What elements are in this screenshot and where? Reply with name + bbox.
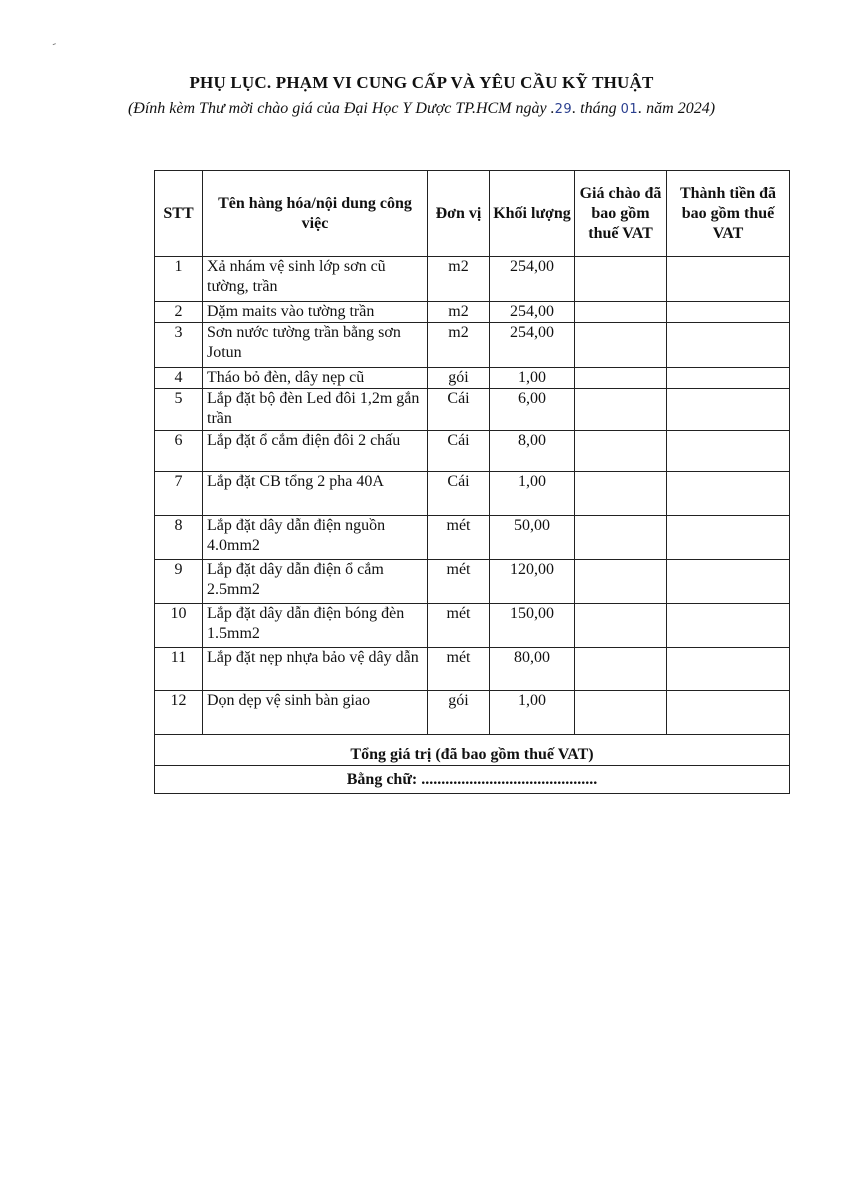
row-stt: 4	[155, 368, 203, 389]
row-unit-price	[575, 431, 667, 472]
row-unit: mét	[428, 604, 490, 648]
row-unit: Cái	[428, 389, 490, 431]
row-amount	[667, 323, 790, 368]
row-stt: 3	[155, 323, 203, 368]
row-unit-price	[575, 516, 667, 560]
row-unit: Cái	[428, 472, 490, 516]
row-stt: 6	[155, 431, 203, 472]
corner-pen-mark: -	[49, 35, 59, 51]
row-item-name: Lắp đặt nẹp nhựa bảo vệ dây dẫn	[203, 648, 428, 691]
row-unit-price	[575, 389, 667, 431]
row-quantity: 254,00	[490, 257, 575, 302]
row-quantity: 1,00	[490, 691, 575, 735]
row-unit: m2	[428, 257, 490, 302]
document-title: PHỤ LỤC. PHẠM VI CUNG CẤP VÀ YÊU CẦU KỸ THUẬT	[189, 73, 654, 92]
row-amount	[667, 472, 790, 516]
row-amount	[667, 691, 790, 735]
row-unit-price	[575, 257, 667, 302]
table-row	[155, 604, 790, 648]
table-row	[155, 257, 790, 302]
table-row	[155, 368, 790, 389]
row-stt: 9	[155, 560, 203, 604]
row-unit: m2	[428, 323, 490, 368]
table-row	[155, 516, 790, 560]
header-unit-price: Giá chào đã bao gồm thuế VAT	[575, 171, 667, 257]
handwritten-day: 29	[554, 102, 573, 117]
total-row	[155, 735, 790, 766]
row-unit-price	[575, 472, 667, 516]
row-unit: m2	[428, 302, 490, 323]
table-row	[155, 560, 790, 604]
row-item-name: Xả nhám vệ sinh lớp sơn cũ tường, trần	[203, 257, 428, 302]
table-row	[155, 431, 790, 472]
row-stt: 7	[155, 472, 203, 516]
table-row	[155, 648, 790, 691]
row-stt: 10	[155, 604, 203, 648]
row-quantity: 8,00	[490, 431, 575, 472]
row-stt: 11	[155, 648, 203, 691]
table-row	[155, 472, 790, 516]
row-amount	[667, 368, 790, 389]
row-quantity: 120,00	[490, 560, 575, 604]
row-amount	[667, 560, 790, 604]
scope-table	[154, 170, 790, 794]
row-amount	[667, 431, 790, 472]
row-item-name: Lắp đặt dây dẫn điện bóng đèn 1.5mm2	[203, 604, 428, 648]
row-unit-price	[575, 302, 667, 323]
handwritten-month: 01	[620, 102, 639, 117]
row-unit-price	[575, 648, 667, 691]
row-item-name: Sơn nước tường trần bằng sơn Jotun	[203, 323, 428, 368]
table-row	[155, 323, 790, 368]
row-unit-price	[575, 323, 667, 368]
row-item-name: Lắp đặt dây dẫn điện ổ cắm 2.5mm2	[203, 560, 428, 604]
amount-in-words-label: Bằng chữ: ............................................	[155, 766, 790, 794]
row-stt: 8	[155, 516, 203, 560]
row-quantity: 1,00	[490, 368, 575, 389]
row-unit: gói	[428, 691, 490, 735]
row-quantity: 50,00	[490, 516, 575, 560]
row-item-name: Lắp đặt CB tổng 2 pha 40A	[203, 472, 428, 516]
row-stt: 1	[155, 257, 203, 302]
row-amount	[667, 516, 790, 560]
row-stt: 5	[155, 389, 203, 431]
row-item-name: Lắp đặt bộ đèn Led đôi 1,2m gắn trần	[203, 389, 428, 431]
table-header-row	[155, 171, 790, 257]
row-unit: mét	[428, 516, 490, 560]
row-stt: 12	[155, 691, 203, 735]
row-quantity: 1,00	[490, 472, 575, 516]
row-unit: Cái	[428, 431, 490, 472]
header-item-name: Tên hàng hóa/nội dung công việc	[203, 171, 428, 257]
row-item-name: Tháo bỏ đèn, dây nẹp cũ	[203, 368, 428, 389]
header-quantity: Khối lượng	[490, 171, 575, 257]
header-unit: Đơn vị	[428, 171, 490, 257]
document-subtitle	[0, 100, 843, 118]
row-item-name: Dặm maits vào tường trần	[203, 302, 428, 323]
subtitle-text-start: (Đính kèm Thư mời chào giá của Đại Học Y Dược TP.HCM ngày .	[127, 100, 555, 117]
row-item-name: Lắp đặt dây dẫn điện nguồn 4.0mm2	[203, 516, 428, 560]
row-unit-price	[575, 368, 667, 389]
header-amount: Thành tiền đã bao gồm thuế VAT	[667, 171, 790, 257]
row-amount	[667, 604, 790, 648]
header-stt: STT	[155, 171, 203, 257]
amount-in-words-row	[155, 766, 790, 794]
row-amount	[667, 648, 790, 691]
row-unit: mét	[428, 648, 490, 691]
row-quantity: 80,00	[490, 648, 575, 691]
row-quantity: 254,00	[490, 323, 575, 368]
row-item-name: Dọn dẹp vệ sinh bàn giao	[203, 691, 428, 735]
row-unit-price	[575, 691, 667, 735]
table-row	[155, 691, 790, 735]
table-row	[155, 389, 790, 431]
row-quantity: 150,00	[490, 604, 575, 648]
table-row	[155, 302, 790, 323]
row-unit: mét	[428, 560, 490, 604]
row-amount	[667, 257, 790, 302]
subtitle-month-label: . tháng	[572, 100, 621, 117]
row-quantity: 254,00	[490, 302, 575, 323]
row-amount	[667, 389, 790, 431]
row-unit-price	[575, 560, 667, 604]
row-item-name: Lắp đặt ổ cắm điện đôi 2 chấu	[203, 431, 428, 472]
row-quantity: 6,00	[490, 389, 575, 431]
row-stt: 2	[155, 302, 203, 323]
row-amount	[667, 302, 790, 323]
row-unit-price	[575, 604, 667, 648]
subtitle-text-end: . năm 2024)	[638, 100, 716, 117]
row-unit: gói	[428, 368, 490, 389]
total-value-label: Tổng giá trị (đã bao gồm thuế VAT)	[155, 735, 790, 766]
